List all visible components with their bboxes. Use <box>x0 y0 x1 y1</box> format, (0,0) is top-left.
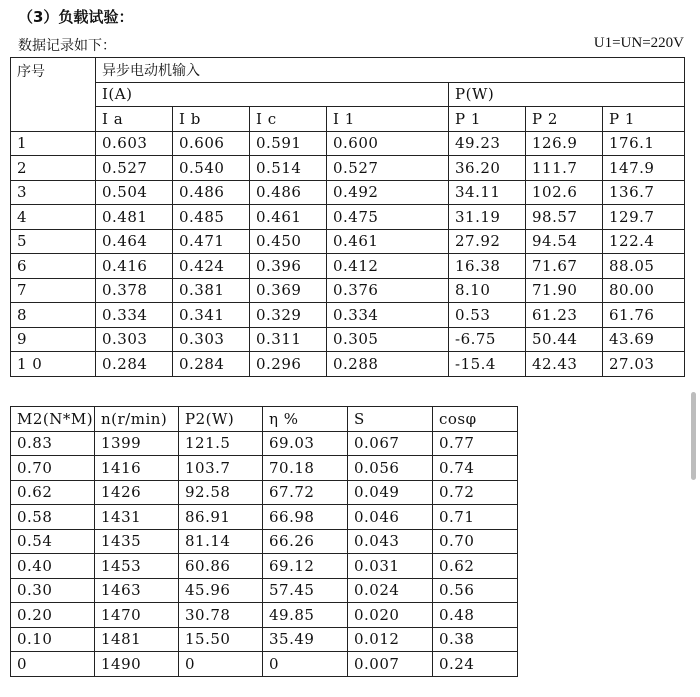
table-cell: 0.450 <box>250 229 327 254</box>
table-row <box>11 505 518 530</box>
table-cell: 0.603 <box>96 131 173 156</box>
header-cell: S <box>348 407 433 432</box>
table-cell: 0.485 <box>173 205 250 230</box>
table-cell: 70.18 <box>263 456 348 481</box>
table-cell: 0.600 <box>327 131 449 156</box>
table-cell: 49.23 <box>449 131 526 156</box>
table-cell: 0.48 <box>433 603 518 628</box>
table-cell: 1453 <box>95 554 179 579</box>
table-row <box>11 480 518 505</box>
header-cell: n(r/min) <box>95 407 179 432</box>
table-cell: 8.10 <box>449 278 526 303</box>
table-cell: 42.43 <box>526 352 603 377</box>
header-row-units <box>11 82 685 107</box>
current-header: I(A) <box>96 82 449 107</box>
table-cell: 0.70 <box>11 456 95 481</box>
table-row <box>11 627 518 652</box>
table-cell: 71.90 <box>526 278 603 303</box>
table-cell: 0.024 <box>348 578 433 603</box>
table-cell: 0.461 <box>250 205 327 230</box>
table-row <box>11 205 685 230</box>
table-cell: 0 <box>11 652 95 677</box>
table-cell: 0.424 <box>173 254 250 279</box>
table-cell: 66.26 <box>263 529 348 554</box>
sub-header-cell: I 1 <box>327 107 449 132</box>
table-cell: 2 <box>11 156 96 181</box>
table-cell: 0 <box>179 652 263 677</box>
table-cell: 0.71 <box>433 505 518 530</box>
table-cell: 15.50 <box>179 627 263 652</box>
table-cell: 3 <box>11 180 96 205</box>
table-cell: -15.4 <box>449 352 526 377</box>
table-cell: 0.83 <box>11 431 95 456</box>
table-cell: 129.7 <box>603 205 685 230</box>
sub-header-cell: P 1 <box>449 107 526 132</box>
header-row-sub <box>11 107 685 132</box>
col-index-header: 序号 <box>11 58 96 132</box>
table-cell: 0.56 <box>433 578 518 603</box>
table-cell: 27.92 <box>449 229 526 254</box>
table-cell: 0.341 <box>173 303 250 328</box>
table-cell: 98.57 <box>526 205 603 230</box>
table-cell: 0.527 <box>327 156 449 181</box>
table-cell: 0.056 <box>348 456 433 481</box>
table-row <box>11 529 518 554</box>
table-cell: 0.311 <box>250 327 327 352</box>
table-cell: 1490 <box>95 652 179 677</box>
sub-header-cell: P 1 <box>603 107 685 132</box>
table-cell: 45.96 <box>179 578 263 603</box>
table-cell: 1435 <box>95 529 179 554</box>
section-heading: （3）负载试验： <box>18 8 134 26</box>
table-cell: 0.296 <box>250 352 327 377</box>
table-cell: 147.9 <box>603 156 685 181</box>
table-row <box>11 456 518 481</box>
table-row <box>11 131 685 156</box>
table-cell: 35.49 <box>263 627 348 652</box>
table-cell: 92.58 <box>179 480 263 505</box>
table-cell: 0.54 <box>11 529 95 554</box>
table-cell: 0.396 <box>250 254 327 279</box>
table-cell: 0.77 <box>433 431 518 456</box>
table-cell: 0.334 <box>327 303 449 328</box>
table-cell: 0.40 <box>11 554 95 579</box>
voltage-condition: U1=UN=220V <box>593 35 684 51</box>
table-cell: 30.78 <box>179 603 263 628</box>
table-cell: 0.012 <box>348 627 433 652</box>
table-cell: 9 <box>11 327 96 352</box>
table-row <box>11 578 518 603</box>
table-cell: 0.492 <box>327 180 449 205</box>
table-cell: 0.481 <box>96 205 173 230</box>
table-cell: 176.1 <box>603 131 685 156</box>
table-cell: 1481 <box>95 627 179 652</box>
table-cell: 0.288 <box>327 352 449 377</box>
table-cell: 0.527 <box>96 156 173 181</box>
table-cell: 34.11 <box>449 180 526 205</box>
table-cell: 0.378 <box>96 278 173 303</box>
table-cell: 0.38 <box>433 627 518 652</box>
table-cell: 0.74 <box>433 456 518 481</box>
table-cell: 111.7 <box>526 156 603 181</box>
table-cell: 86.91 <box>179 505 263 530</box>
table-cell: 27.03 <box>603 352 685 377</box>
table-cell: 0.329 <box>250 303 327 328</box>
table-cell: 0.305 <box>327 327 449 352</box>
table-cell: 0.62 <box>11 480 95 505</box>
table-cell: 0.303 <box>96 327 173 352</box>
table-cell: 0.70 <box>433 529 518 554</box>
vertical-scrollbar[interactable] <box>691 392 696 480</box>
table-cell: 0.031 <box>348 554 433 579</box>
table-cell: 121.5 <box>179 431 263 456</box>
table-row <box>11 180 685 205</box>
table-cell: 0.62 <box>433 554 518 579</box>
table-cell: 0.464 <box>96 229 173 254</box>
header-cell: η % <box>263 407 348 432</box>
table-row <box>11 327 685 352</box>
table-cell: 1426 <box>95 480 179 505</box>
table-cell: 66.98 <box>263 505 348 530</box>
table-cell: 81.14 <box>179 529 263 554</box>
table-cell: 0.540 <box>173 156 250 181</box>
table-cell: 1399 <box>95 431 179 456</box>
table-cell: 57.45 <box>263 578 348 603</box>
table-cell: 0.591 <box>250 131 327 156</box>
table-cell: 1463 <box>95 578 179 603</box>
table-row <box>11 652 518 677</box>
table-cell: 1431 <box>95 505 179 530</box>
table-cell: 0.486 <box>173 180 250 205</box>
table-cell: 0.475 <box>327 205 449 230</box>
input-data-table <box>10 57 685 377</box>
table-cell: 80.00 <box>603 278 685 303</box>
table-cell: 122.4 <box>603 229 685 254</box>
table-cell: 67.72 <box>263 480 348 505</box>
table-cell: 103.7 <box>179 456 263 481</box>
table-row <box>11 229 685 254</box>
table-cell: 0.471 <box>173 229 250 254</box>
table-cell: 0.30 <box>11 578 95 603</box>
table-row <box>11 431 518 456</box>
table-cell: 8 <box>11 303 96 328</box>
table-cell: -6.75 <box>449 327 526 352</box>
table-cell: 0.514 <box>250 156 327 181</box>
table-cell: 16.38 <box>449 254 526 279</box>
table-cell: 1 <box>11 131 96 156</box>
table-cell: 4 <box>11 205 96 230</box>
table-cell: 0.10 <box>11 627 95 652</box>
table-cell: 0.043 <box>348 529 433 554</box>
table-cell: 71.67 <box>526 254 603 279</box>
sub-header-cell: P 2 <box>526 107 603 132</box>
table-cell: 1416 <box>95 456 179 481</box>
table-row <box>11 603 518 628</box>
table-cell: 0.067 <box>348 431 433 456</box>
output-data-table <box>10 406 518 677</box>
table-cell: 50.44 <box>526 327 603 352</box>
table-cell: 0.504 <box>96 180 173 205</box>
table-cell: 43.69 <box>603 327 685 352</box>
table-cell: 136.7 <box>603 180 685 205</box>
table-cell: 0 <box>263 652 348 677</box>
table-cell: 0.284 <box>96 352 173 377</box>
table-row <box>11 156 685 181</box>
table-cell: 0.53 <box>449 303 526 328</box>
table-cell: 0.58 <box>11 505 95 530</box>
table-cell: 61.76 <box>603 303 685 328</box>
header-cell: M2(N*M) <box>11 407 95 432</box>
table-cell: 94.54 <box>526 229 603 254</box>
group-header: 异步电动机输入 <box>96 58 685 83</box>
table-cell: 126.9 <box>526 131 603 156</box>
table-cell: 0.284 <box>173 352 250 377</box>
sub-header-cell: I b <box>173 107 250 132</box>
table-cell: 69.12 <box>263 554 348 579</box>
table-cell: 69.03 <box>263 431 348 456</box>
table-cell: 0.049 <box>348 480 433 505</box>
header-cell: P2(W) <box>179 407 263 432</box>
header-row-group <box>11 58 685 83</box>
table-cell: 0.046 <box>348 505 433 530</box>
header-cell: cosφ <box>433 407 518 432</box>
table-cell: 0.412 <box>327 254 449 279</box>
table-cell: 0.020 <box>348 603 433 628</box>
table-row <box>11 303 685 328</box>
table-cell: 0.24 <box>433 652 518 677</box>
sub-header-cell: I a <box>96 107 173 132</box>
intro-text: 数据记录如下： <box>18 38 116 54</box>
table-cell: 0.486 <box>250 180 327 205</box>
table-cell: 36.20 <box>449 156 526 181</box>
table-cell: 0.007 <box>348 652 433 677</box>
table-cell: 0.416 <box>96 254 173 279</box>
table-cell: 49.85 <box>263 603 348 628</box>
table-cell: 6 <box>11 254 96 279</box>
table-cell: 1 0 <box>11 352 96 377</box>
table-row <box>11 278 685 303</box>
table-row <box>11 554 518 579</box>
table-cell: 1470 <box>95 603 179 628</box>
table-cell: 0.369 <box>250 278 327 303</box>
table-cell: 5 <box>11 229 96 254</box>
table-cell: 0.376 <box>327 278 449 303</box>
header-row <box>11 407 518 432</box>
table-cell: 0.303 <box>173 327 250 352</box>
table-cell: 88.05 <box>603 254 685 279</box>
table-cell: 0.72 <box>433 480 518 505</box>
table-cell: 0.381 <box>173 278 250 303</box>
table-row <box>11 352 685 377</box>
table-cell: 7 <box>11 278 96 303</box>
table-cell: 31.19 <box>449 205 526 230</box>
table-cell: 0.20 <box>11 603 95 628</box>
sub-header-cell: I c <box>250 107 327 132</box>
table-cell: 0.461 <box>327 229 449 254</box>
table-cell: 61.23 <box>526 303 603 328</box>
table-cell: 0.606 <box>173 131 250 156</box>
table-row <box>11 254 685 279</box>
table-cell: 60.86 <box>179 554 263 579</box>
table-cell: 0.334 <box>96 303 173 328</box>
power-header: P(W) <box>449 82 685 107</box>
table-cell: 102.6 <box>526 180 603 205</box>
